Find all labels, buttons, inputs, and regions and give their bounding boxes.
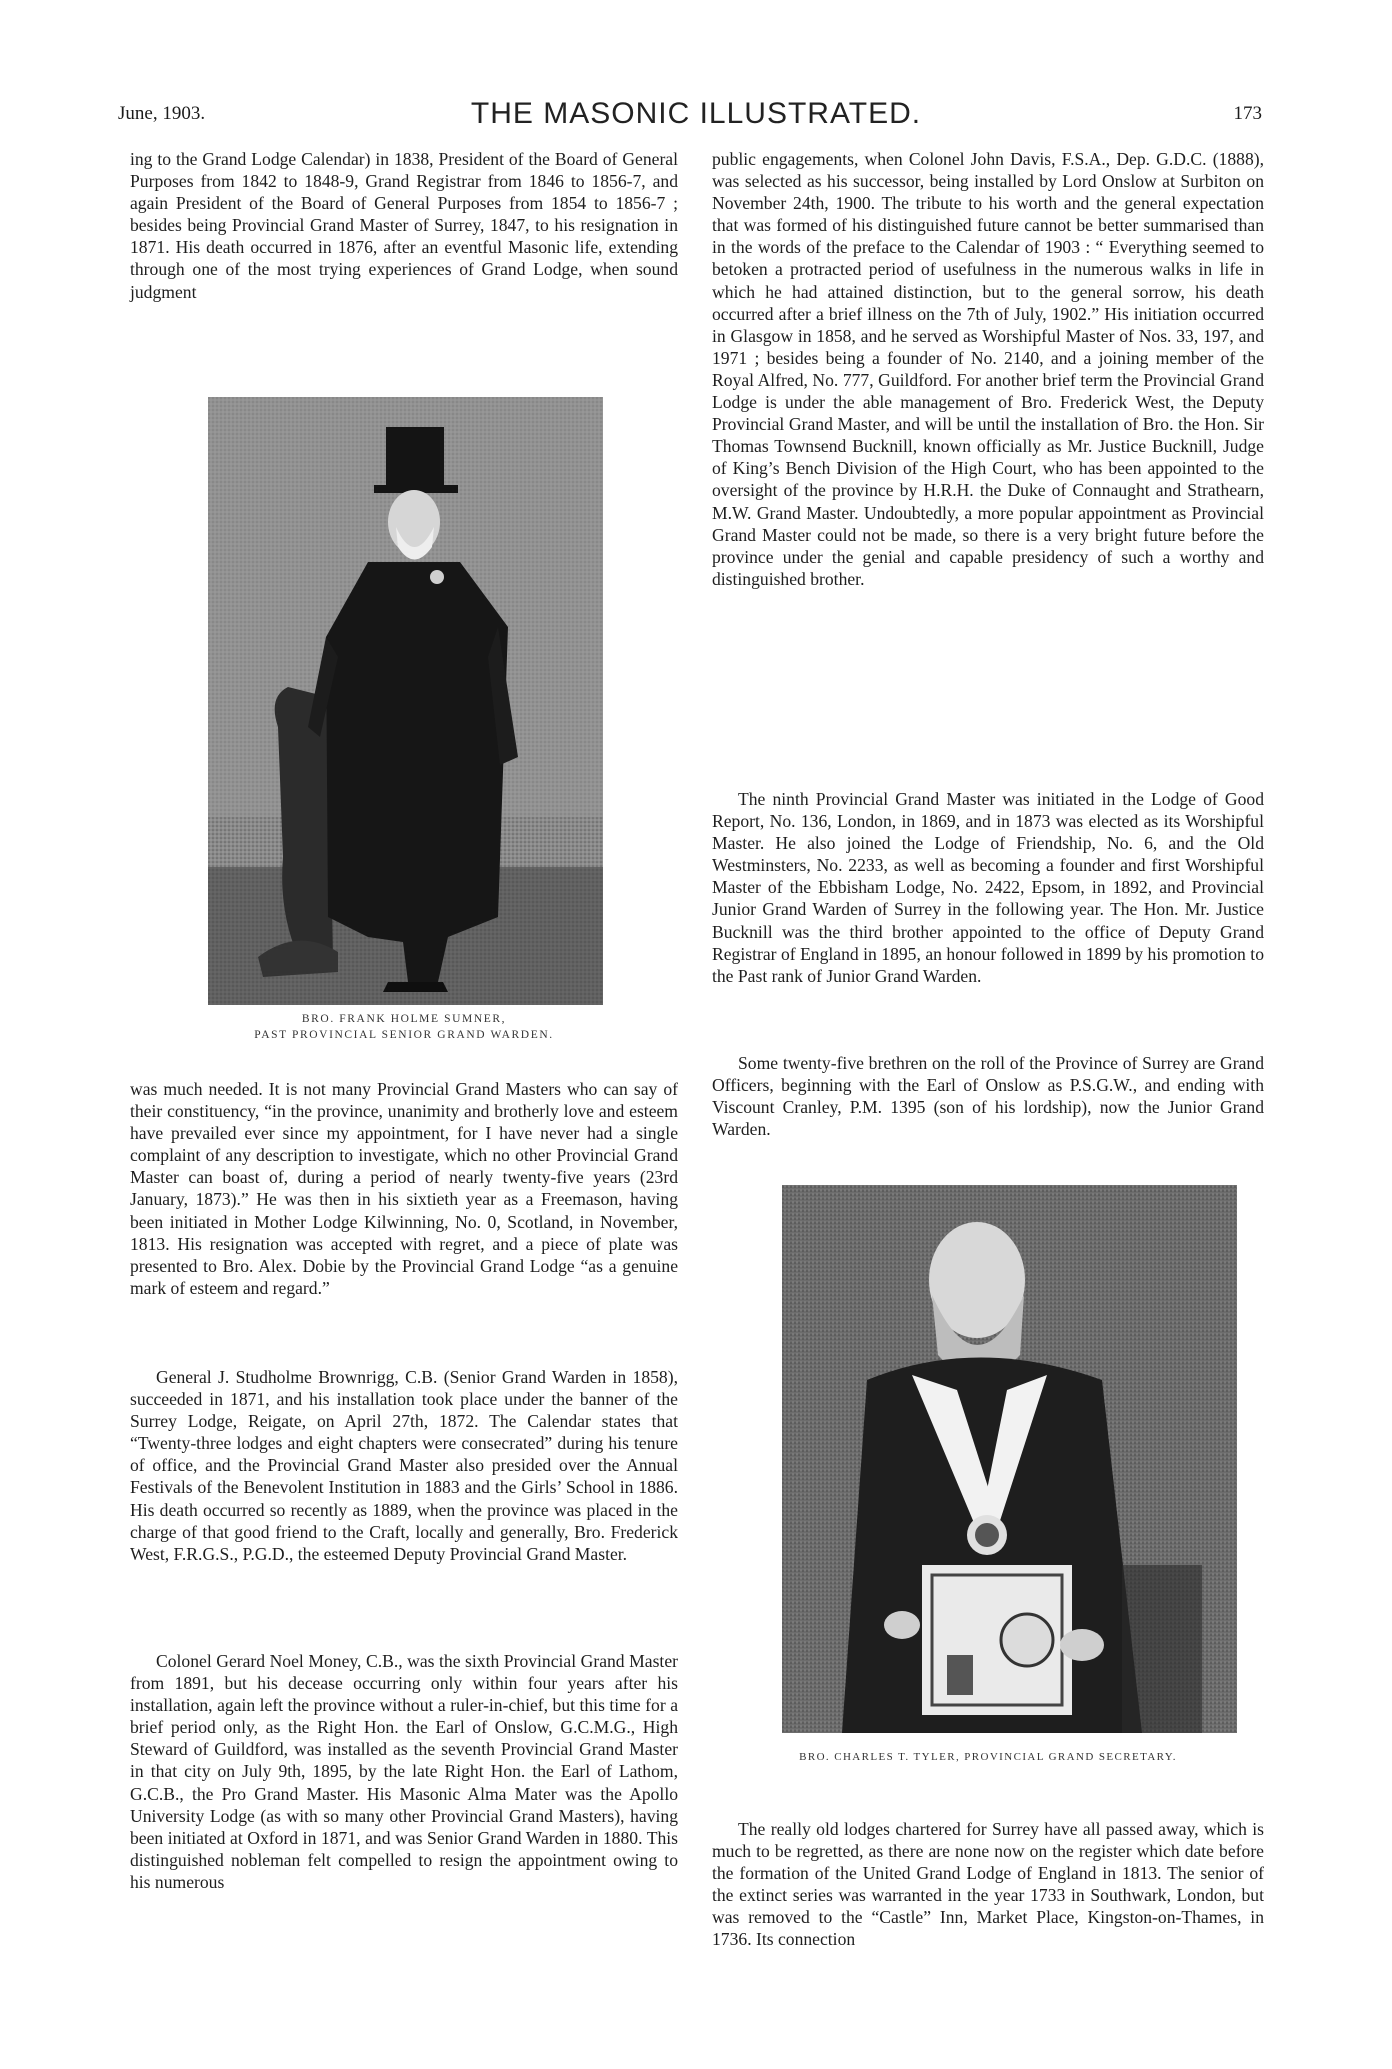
left-paragraph-3: General J. Studholme Brownrigg, C.B. (Senior Grand Warden in 1858), succeeded in 1871, and his installation took place under the banner of the Surrey Lodge, Reigate, on April 27th, 1872. The Calendar states that “Twenty-three lodges and eight chapters were consecrated” during his tenure of office, and the Provincial Grand Master also presided over the Annual Festivals of the Benevolent Institution in 1883 and the Girls’ School in 1886. His death occurred so recently as 1889, when the province was placed in the charge of that good friend to the Craft, locally and generally, Bro. Frederick West, F.R.G.S., P.G.D., the esteemed Deputy Provincial Grand Master. (130, 1367, 678, 1564)
right-paragraph-3: Some twenty-five brethren on the roll of the Province of Surrey are Grand Officers, beginning with the Earl of Onslow as P.S.G.W., and ending with Viscount Cranley, P.M. 1395 (son of his lordship), now the Junior Grand Warden. (712, 1053, 1264, 1140)
right-paragraph-2: The ninth Provincial Grand Master was initiated in the Lodge of Good Report, No. 136, London, in 1869, and in 1873 was elected as its Worshipful Master. He also joined the Lodge of Friendship, No. 6, and the Old Westminsters, No. 2233, as well as becoming a founder and first Worshipful Master of the Ebbisham Lodge, No. 2422, Epsom, in 1892, and Provincial Junior Grand Warden of Surrey in the following year. The Hon. Mr. Justice Bucknill was the third brother appointed to the office of Deputy Grand Registrar of England in 1895, an honour followed in 1899 by his promotion to the Past rank of Junior Grand Warden. (712, 789, 1264, 986)
portrait-tyler-illustration (782, 1185, 1237, 1733)
issue-date: June, 1903. (118, 103, 206, 124)
left-paragraph-2: was much needed. It is not many Provincial Grand Masters who can say of their constituency, “in the province, unanimity and brotherly love and esteem have prevailed ever since my appointment, for I have never had a single complaint of any description to investigate, which no other Provincial Grand Master can boast of, during a period of nearly twenty-five years (23rd January, 1873).” He was then in his sixtieth year as a Freemason, having been initiated in Mother Lodge Kilwinning, No. 0, Scotland, in November, 1813. His resignation was accepted with regret, and a piece of plate was presented to Bro. Alex. Dobie by the Provincial Grand Lodge “as a genuine mark of esteem and regard.” (130, 1079, 678, 1298)
photo-caption-tyler: BRO. CHARLES T. TYLER, PROVINCIAL GRAND SECRETARY. (799, 1751, 1177, 1763)
page-number: 173 (1233, 103, 1262, 124)
portrait-sumner-illustration (208, 397, 603, 1005)
portrait-photo-tyler (782, 1185, 1237, 1733)
right-paragraph-1: public engagements, when Colonel John Davis, F.S.A., Dep. G.D.C. (1888), was selected as his successor, being installed by Lord Onslow at Surbiton on November 24th, 1900. The tribute to his worth and the general expectation that was formed of his distinguished future cannot be better summarised than in the words of the preface to the Calendar of 1903 : “ Everything seemed to betoken a protracted period of usefulness in the numerous walks in life in which he had attained distinction, but to the general sorrow, his death occurred after a brief illness on the 7th of July, 1902.” His initiation occurred in Glasgow in 1858, and he served as Worshipful Master of Nos. 33, 197, and 1971 ; besides being a founder of No. 2140, and a joining member of the Royal Alfred, No. 777, Guildford. For another brief term the Provincial Grand Lodge is under the able management of Bro. Frederick West, the Deputy Provincial Grand Master, and will be until the installation of Bro. the Hon. Sir Thomas Townsend Bucknill, known officially as Mr. Justice Bucknill, Judge of King’s Bench Division of the High Court, who has been appointed to the oversight of the province by H.R.H. the Duke of Connaught and Strathearn, M.W. Grand Master. Undoubtedly, a more popular appointment as Provincial Grand Master could not be made, so there is a very bright future before the province under the genial and capable presidency of such a worthy and distinguished brother. (712, 149, 1264, 589)
right-paragraph-4: The really old lodges chartered for Surrey have all passed away, which is much to be regretted, as there are none now on the register which date before the formation of the United Grand Lodge of England in 1813. The senior of the extinct series was warranted in the year 1733 in Southwark, London, but was removed to the “Castle” Inn, Market Place, Kingston-on-Thames, in 1736. Its connection (712, 1819, 1264, 1950)
photo-caption-sumner-line-1: BRO. FRANK HOLME SUMNER, (301, 1013, 507, 1025)
photo-caption-sumner-line-2: PAST PROVINCIAL SENIOR GRAND WARDEN. (254, 1029, 554, 1041)
portrait-photo-sumner (208, 397, 603, 1005)
left-paragraph-4: Colonel Gerard Noel Money, C.B., was the sixth Provincial Grand Master from 1891, but his decease occurring only within four years after his installation, again left the province without a ruler-in-chief, but this time for a brief period only, as the Right Hon. the Earl of Onslow, G.C.M.G., High Steward of Guildford, was installed as the seventh Provincial Grand Master in that city on July 9th, 1895, by the late Right Hon. the Earl of Lathom, G.C.B., the Pro Grand Master. His Masonic Alma Mater was the Apollo University Lodge (as with so many other Provincial Grand Masters), having been initiated at Oxford in 1871, and was Senior Grand Warden in 1880. This distinguished nobleman felt compelled to resign the appointment owing to his numerous (130, 1651, 678, 1892)
publication-title: THE MASONIC ILLUSTRATED. (470, 97, 922, 130)
left-paragraph-1: ing to the Grand Lodge Calendar) in 1838, President of the Board of General Purposes from 1842 to 1848-9, Grand Registrar from 1846 to 1856-7, and again President of the Board of General Purposes from 1854 to 1856-7 ; besides being Provincial Grand Master of Surrey, 1847, to his resignation in 1871. His death occurred in 1876, after an eventful Masonic life, extending through one of the most trying experiences of Grand Lodge, when sound judgment (130, 149, 678, 302)
